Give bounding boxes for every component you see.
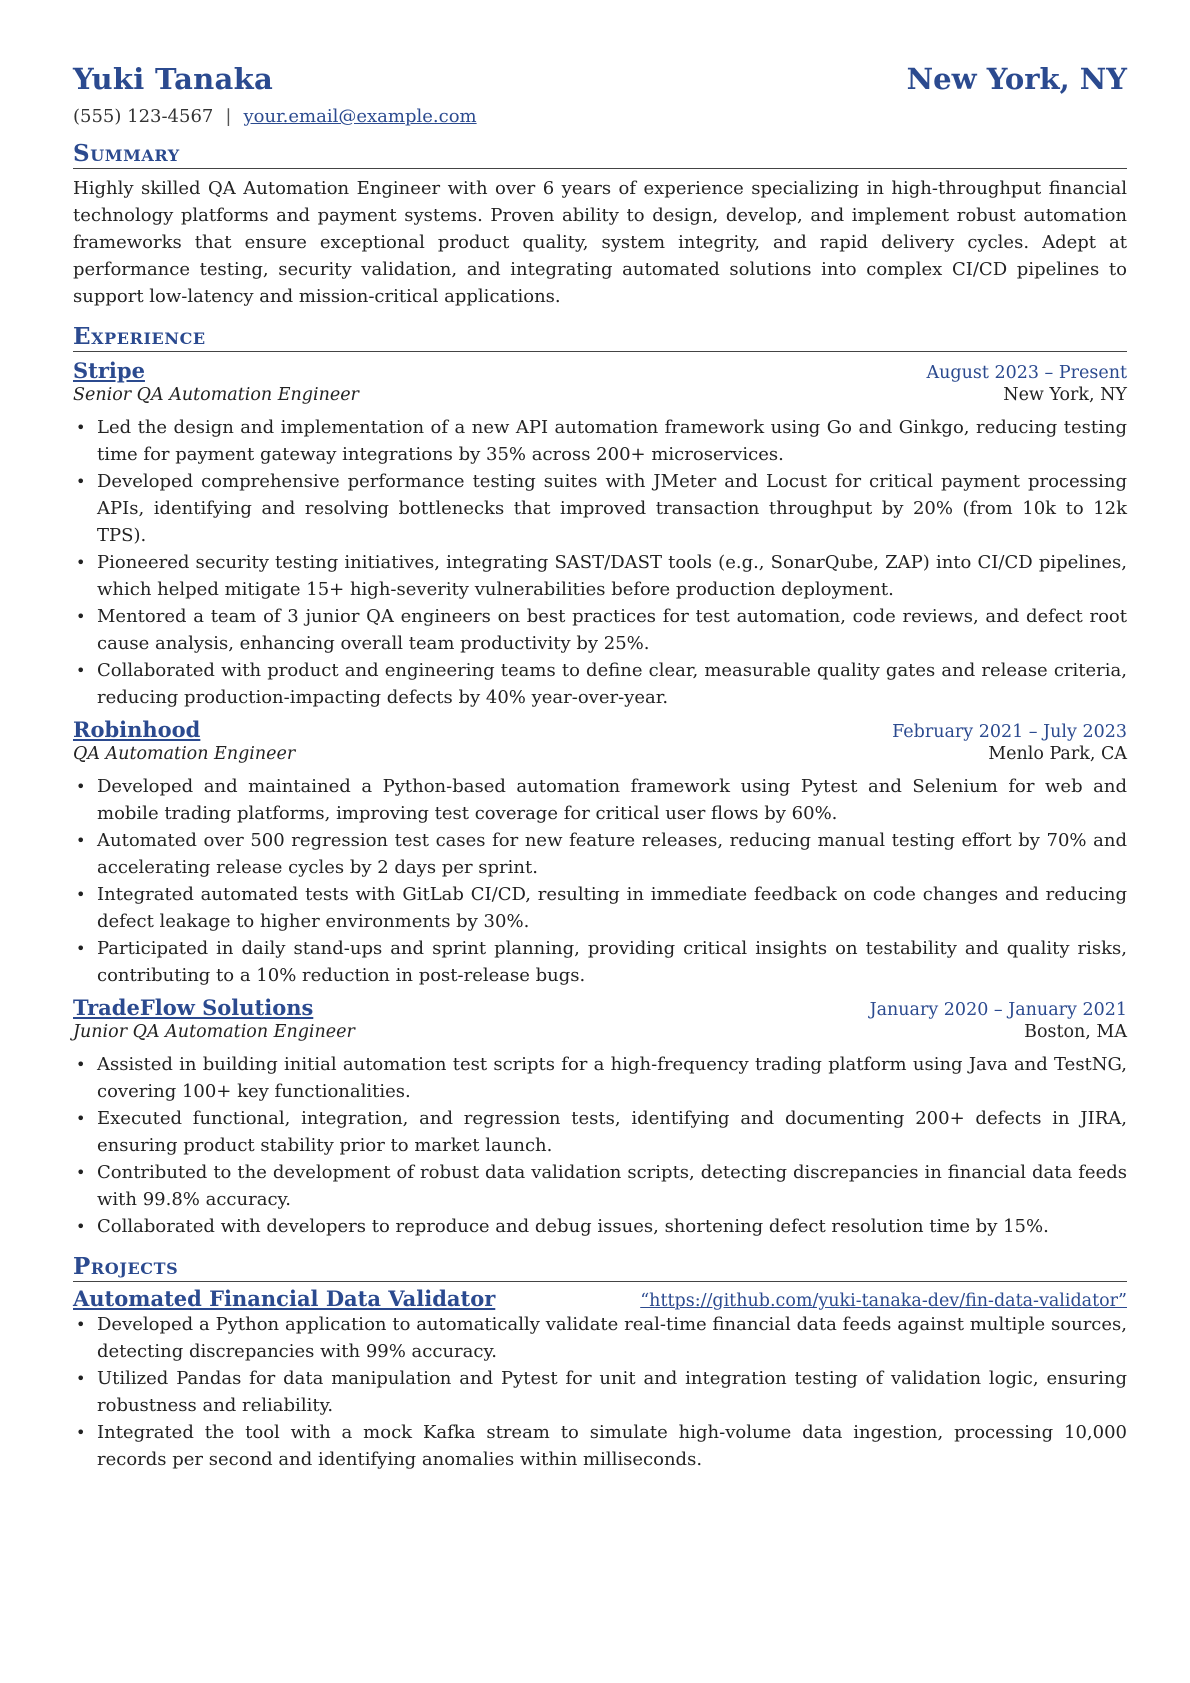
bullet-item: • Automated over 500 regression test cases for new feature releases, reducing manual testing effort by 70% and accelerating release cycles by 2 days per sprint. <box>97 827 1127 881</box>
job-entry <box>73 717 1127 989</box>
bullet-item: • Pioneered security testing initiatives, integrating SAST/DAST tools (e.g., SonarQube, ZAP) into CI/CD pipelines, which helped mitigate 15+ high-severity vulnerabilities before production deployment. <box>97 549 1127 603</box>
summary-text: Highly skilled QA Automation Engineer with over 6 years of experience specializing in high-throughput financial technology platforms and payment systems. Proven ability to design, develop, and implement robust automation frameworks that ensure exceptional product quality, system integrity, and rapid delivery cycles. Adept at performance testing, security validation, and integrating automated solutions into complex CI/CD pipelines to support low-latency and mission-critical applications. <box>73 178 1127 307</box>
job-bullets <box>73 1051 1127 1240</box>
phone-number: (555) 123-4567 <box>73 106 214 127</box>
bullet-item: • Contributed to the development of robust data validation scripts, detecting discrepancies in financial data feeds with 99.8% accuracy. <box>97 1159 1127 1213</box>
bullet-item: • Mentored a team of 3 junior QA engineers on best practices for test automation, code reviews, and defect root cause analysis, enhancing overall team productivity by 25%. <box>97 603 1127 657</box>
bullet-item: • Developed comprehensive performance testing suites with JMeter and Locust for critical payment processing APIs, identifying and resolving bottlenecks that improved transaction throughput by 20% (from 10k to 12k TPS). <box>97 468 1127 549</box>
job-subheader <box>73 385 1127 405</box>
bullet-item: • Executed functional, integration, and regression tests, identifying and documenting 200+ defects in JIRA, ensuring product stability prior to market launch. <box>97 1105 1127 1159</box>
project-header <box>73 1286 1127 1311</box>
job-location: Menlo Park, CA <box>988 744 1127 764</box>
bullet-item: • Developed a Python application to automatically validate real-time financial data feeds against multiple sources, detecting discrepancies with 99% accuracy. <box>97 1311 1127 1365</box>
bullet-item: • Led the design and implementation of a new API automation framework using Go and Ginkgo, reducing testing time for payment gateway integrations by 35% across 200+ microservices. <box>97 414 1127 468</box>
resume-page <box>73 62 1127 1473</box>
job-dates: August 2023 – Present <box>926 363 1127 383</box>
bullet-item: • Participated in daily stand-ups and sprint planning, providing critical insights on testability and quality risks, contributing to a 10% reduction in post-release bugs. <box>97 935 1127 989</box>
contact-separator: | <box>225 106 232 127</box>
bullet-item: • Integrated automated tests with GitLab CI/CD, resulting in immediate feedback on code changes and reducing defect leakage to higher environments by 30%. <box>97 881 1127 935</box>
job-dates: February 2021 – July 2023 <box>892 722 1127 742</box>
job-subheader <box>73 1022 1127 1042</box>
project-url-link[interactable]: “https://github.com/yuki-tanaka-dev/fin-data-validator” <box>640 1291 1127 1311</box>
project-name-link[interactable]: Automated Financial Data Validator <box>73 1286 496 1311</box>
section-title-projects: Projects <box>73 1254 1127 1282</box>
company-link[interactable]: TradeFlow Solutions <box>73 995 314 1020</box>
job-header <box>73 717 1127 742</box>
job-header <box>73 358 1127 383</box>
job-entry <box>73 995 1127 1240</box>
bullet-item: • Utilized Pandas for data manipulation and Pytest for unit and integration testing of validation logic, ensuring robustness and reliability. <box>97 1365 1127 1419</box>
company-link[interactable]: Stripe <box>73 358 145 383</box>
resume-header <box>73 62 1127 96</box>
bullet-item: • Assisted in building initial automation test scripts for a high-frequency trading platform using Java and TestNG, covering 100+ key functionalities. <box>97 1051 1127 1105</box>
job-role: Senior QA Automation Engineer <box>73 385 359 405</box>
bullet-item: • Developed and maintained a Python-based automation framework using Pytest and Selenium for web and mobile trading platforms, improving test coverage for critical user flows by 60%. <box>97 773 1127 827</box>
job-location: Boston, MA <box>1024 1022 1127 1042</box>
job-dates: January 2020 – January 2021 <box>869 1000 1127 1020</box>
job-role: Junior QA Automation Engineer <box>73 1022 355 1042</box>
job-subheader <box>73 744 1127 764</box>
project-bullets <box>73 1311 1127 1473</box>
candidate-name: Yuki Tanaka <box>73 62 274 96</box>
candidate-location: New York, NY <box>906 62 1127 96</box>
projects-section <box>73 1254 1127 1473</box>
job-entry <box>73 358 1127 711</box>
job-bullets <box>73 773 1127 989</box>
summary-section <box>73 141 1127 310</box>
section-title-experience: Experience <box>73 324 1127 352</box>
email-link[interactable]: your.email@example.com <box>243 106 477 127</box>
company-link[interactable]: Robinhood <box>73 717 201 742</box>
bullet-item: • Integrated the tool with a mock Kafka stream to simulate high-volume data ingestion, processing 10,000 records per second and identifying anomalies within milliseconds. <box>97 1419 1127 1473</box>
job-role: QA Automation Engineer <box>73 744 296 764</box>
job-location: New York, NY <box>1003 385 1127 405</box>
bullet-item: • Collaborated with developers to reproduce and debug issues, shortening defect resolution time by 15%. <box>97 1213 1127 1240</box>
section-title-summary: Summary <box>73 141 1127 169</box>
contact-line <box>73 106 1127 127</box>
job-header <box>73 995 1127 1020</box>
job-bullets <box>73 414 1127 711</box>
experience-section <box>73 324 1127 1240</box>
bullet-item: • Collaborated with product and engineering teams to define clear, measurable quality gates and release criteria, reducing production-impacting defects by 40% year-over-year. <box>97 657 1127 711</box>
